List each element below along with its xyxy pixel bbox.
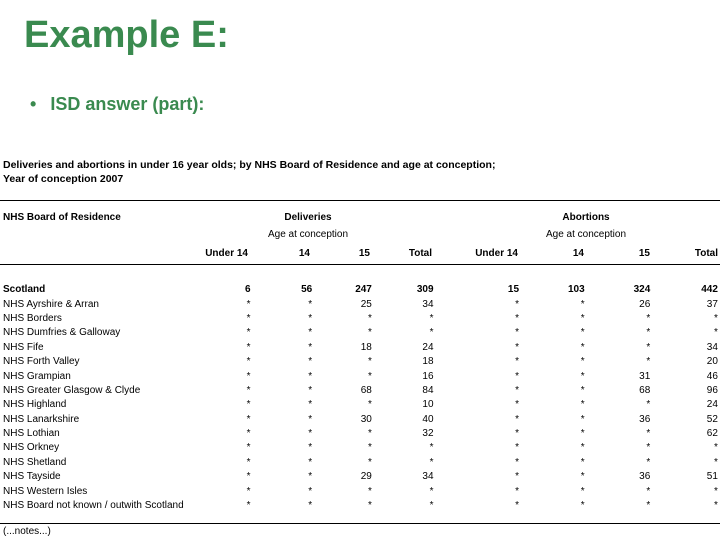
table-row (0, 297, 720, 311)
column-header: 14 (298, 248, 310, 259)
table-cell: * (714, 327, 718, 339)
table-cell: * (515, 312, 520, 324)
row-label: NHS Shetland (3, 456, 67, 468)
table-cell: * (308, 312, 313, 324)
table-cell: * (580, 471, 585, 483)
table-cell: * (308, 413, 313, 425)
table-cell: * (515, 399, 520, 411)
table-row (0, 427, 720, 441)
table-cell: * (515, 384, 520, 396)
table-row (0, 326, 720, 340)
table-cell: * (429, 485, 434, 497)
table-cell: * (246, 413, 251, 425)
table-cell: 32 (422, 428, 434, 440)
table-row (0, 413, 720, 427)
table-cell: * (308, 298, 313, 310)
table-cell: * (646, 485, 651, 497)
table-cell: * (246, 356, 251, 368)
table-cell: 34 (422, 298, 434, 310)
table-row (0, 456, 720, 470)
table-cell: 36 (639, 471, 651, 483)
table-cell: * (515, 356, 520, 368)
table-cell: * (580, 312, 585, 324)
table-cell: * (308, 428, 313, 440)
table-cell: * (515, 471, 520, 483)
table-cell: * (246, 399, 251, 411)
table-cell: * (646, 500, 651, 512)
table-cell: * (515, 341, 520, 353)
group-header-abortions: Abortions (562, 212, 610, 223)
table-cell: * (714, 442, 718, 454)
row-label: NHS Western Isles (3, 485, 88, 497)
bullet-item (30, 94, 204, 115)
table-cell: * (246, 471, 251, 483)
table-cell: * (646, 356, 651, 368)
table-cell: 16 (422, 370, 434, 382)
column-header: 15 (638, 248, 650, 259)
table-row (0, 384, 720, 398)
table-cell: * (580, 327, 585, 339)
table-cell: * (646, 312, 651, 324)
bullet-text: ISD answer (part): (50, 94, 205, 114)
table-row (0, 283, 720, 297)
table-bottom-rule (0, 523, 720, 524)
table-cell: 247 (355, 284, 372, 296)
caption-line-1: Deliveries and abortions in under 16 year olds; by NHS Board of Residence and age at conception; (3, 159, 496, 171)
row-label: NHS Orkney (3, 442, 60, 454)
table-cell: * (308, 327, 313, 339)
table-cell: 6 (244, 284, 251, 296)
column-header: Under 14 (205, 248, 248, 259)
table-cell: 25 (360, 298, 372, 310)
table-cell: * (515, 413, 520, 425)
table-top-rule (0, 200, 720, 201)
table-cell: 309 (416, 284, 434, 296)
table-cell: * (515, 485, 520, 497)
table-cell: 56 (301, 284, 313, 296)
table-cell: * (515, 298, 520, 310)
table-cell: * (429, 456, 434, 468)
table-cell: * (429, 312, 434, 324)
table-cell: 26 (639, 298, 651, 310)
row-label: NHS Dumfries & Galloway (3, 327, 121, 339)
table-cell: 30 (360, 413, 372, 425)
table-row (0, 341, 720, 355)
column-header: Total (408, 248, 432, 259)
row-label: NHS Fife (3, 341, 44, 353)
table-cell: * (515, 456, 520, 468)
table-cell: * (308, 384, 313, 396)
table-cell: * (646, 399, 651, 411)
table-cell: * (308, 485, 313, 497)
table-cell: 46 (706, 370, 718, 382)
table-cell: * (246, 428, 251, 440)
table-cell: 84 (422, 384, 434, 396)
table-cell: * (246, 312, 251, 324)
table-cell: * (580, 456, 585, 468)
table-cell: * (646, 428, 651, 440)
table-cell: * (246, 500, 251, 512)
table-cell: * (580, 442, 585, 454)
table-cell: 15 (507, 284, 520, 296)
table-cell: 18 (422, 356, 434, 368)
table-cell: 20 (706, 356, 718, 368)
data-table (0, 283, 720, 513)
table-cell: * (367, 428, 372, 440)
table-cell: * (308, 456, 313, 468)
table-cell: * (429, 442, 434, 454)
table-cell: * (646, 442, 651, 454)
table-cell: 96 (706, 384, 718, 396)
table-cell: * (246, 327, 251, 339)
table-cell: * (308, 399, 313, 411)
row-label: NHS Greater Glasgow & Clyde (3, 384, 141, 396)
table-cell: * (714, 312, 718, 324)
table-cell: * (246, 456, 251, 468)
table-cell: 68 (639, 384, 651, 396)
table-cell: * (308, 442, 313, 454)
table-cell: * (580, 341, 585, 353)
table-cell: 34 (422, 471, 434, 483)
table-row (0, 398, 720, 412)
table-notes: (...notes...) (3, 526, 51, 537)
column-header: Total (694, 248, 718, 259)
table-cell: * (367, 485, 372, 497)
table-cell: * (246, 341, 251, 353)
table-cell: * (308, 356, 313, 368)
table-cell: * (580, 485, 585, 497)
row-label: NHS Ayrshire & Arran (3, 298, 99, 310)
table-cell: * (367, 356, 372, 368)
table-cell: * (646, 327, 651, 339)
table-row (0, 312, 720, 326)
table-caption (3, 158, 603, 186)
table-cell: * (246, 370, 251, 382)
table-cell: 103 (567, 284, 585, 296)
table-cell: * (580, 399, 585, 411)
table-cell: * (308, 471, 313, 483)
column-header: 14 (572, 248, 584, 259)
table-cell: * (515, 442, 520, 454)
table-row (0, 484, 720, 498)
table-cell: 34 (706, 341, 718, 353)
table-cell: 24 (422, 341, 434, 353)
table-cell: * (246, 485, 251, 497)
table-cell: * (580, 428, 585, 440)
column-header: 15 (358, 248, 370, 259)
table-cell: 442 (701, 284, 718, 296)
slide-title: Example E: (24, 14, 229, 56)
row-header: NHS Board of Residence (3, 212, 121, 223)
header-bottom-rule (0, 264, 720, 265)
row-label: NHS Highland (3, 399, 67, 411)
table-cell: * (429, 327, 434, 339)
row-label: NHS Grampian (3, 370, 71, 382)
table-cell: * (308, 370, 313, 382)
table-cell: 24 (706, 399, 718, 411)
table-cell: * (367, 442, 372, 454)
table-cell: * (308, 500, 313, 512)
table-cell: * (367, 456, 372, 468)
table-cell: 29 (360, 471, 372, 483)
table-cell: 36 (639, 413, 651, 425)
table-cell: * (367, 399, 372, 411)
table-cell: * (714, 500, 718, 512)
table-cell: 324 (633, 284, 651, 296)
table-cell: * (580, 384, 585, 396)
row-label: NHS Board not known / outwith Scotland (3, 500, 184, 512)
row-label: NHS Tayside (3, 471, 61, 483)
table-row (0, 369, 720, 383)
bullet-glyph: • (30, 94, 37, 114)
table-cell: 31 (639, 370, 651, 382)
table-cell: * (429, 500, 434, 512)
table-cell: * (646, 456, 651, 468)
table-cell: * (246, 384, 251, 396)
table-cell: * (580, 298, 585, 310)
table-cell: 52 (706, 413, 718, 425)
table-cell: 62 (706, 428, 718, 440)
row-label: NHS Lanarkshire (3, 413, 80, 425)
table-cell: * (714, 485, 718, 497)
table-cell: * (646, 341, 651, 353)
row-label: NHS Borders (3, 312, 62, 324)
table-cell: * (367, 312, 372, 324)
row-label: NHS Forth Valley (3, 356, 80, 368)
table-cell: * (367, 370, 372, 382)
table-cell: * (367, 500, 372, 512)
table-cell: 68 (360, 384, 372, 396)
table-cell: * (367, 327, 372, 339)
table-cell: * (515, 327, 520, 339)
caption-line-2: Year of conception 2007 (3, 173, 124, 185)
table-cell: 51 (706, 471, 718, 483)
column-header: Under 14 (475, 248, 518, 259)
table-cell: * (515, 428, 520, 440)
table-cell: * (580, 370, 585, 382)
subheader-deliveries: Age at conception (267, 229, 349, 240)
subheader-abortions: Age at conception (545, 229, 627, 240)
table-cell: * (580, 356, 585, 368)
table-cell: * (246, 298, 251, 310)
table-cell: * (515, 500, 520, 512)
table-cell: * (580, 500, 585, 512)
row-label: NHS Lothian (3, 428, 60, 440)
table-cell: * (308, 341, 313, 353)
table-row (0, 355, 720, 369)
table-cell: * (246, 442, 251, 454)
table-cell: 37 (706, 298, 718, 310)
table-row (0, 441, 720, 455)
table-cell: * (515, 370, 520, 382)
table-cell: 18 (360, 341, 372, 353)
table-cell: * (714, 456, 718, 468)
group-header-deliveries: Deliveries (284, 212, 332, 223)
row-label: Scotland (3, 284, 46, 296)
table-row (0, 470, 720, 484)
table-cell: * (580, 413, 585, 425)
table-cell: 40 (422, 413, 434, 425)
table-row (0, 499, 720, 513)
table-cell: 10 (422, 399, 434, 411)
